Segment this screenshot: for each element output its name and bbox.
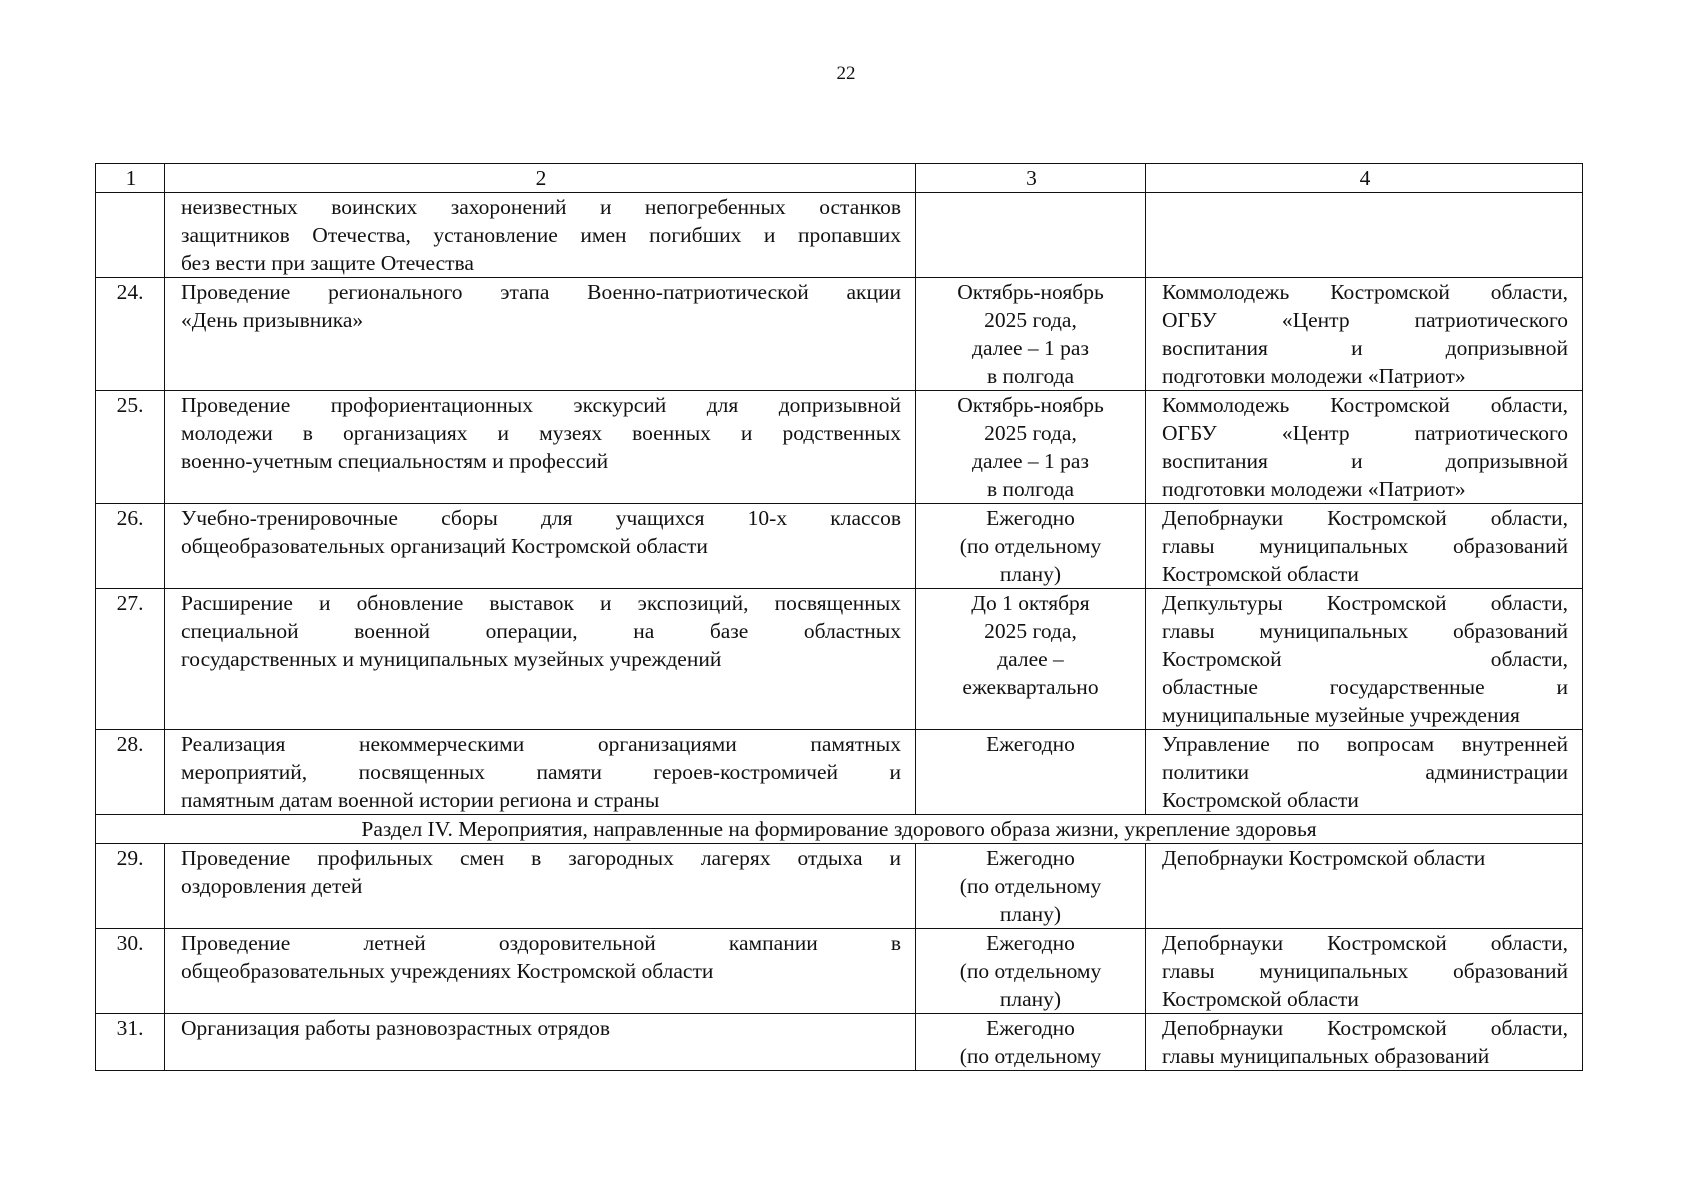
row-number xyxy=(96,193,165,278)
table-row xyxy=(96,844,1583,929)
header-col-4: 4 xyxy=(1146,164,1583,193)
row-responsible xyxy=(1146,193,1583,278)
row-description xyxy=(165,391,916,504)
cell-line: (по отдельному xyxy=(959,1044,1102,1068)
row-description xyxy=(165,278,916,391)
row-description xyxy=(165,504,916,589)
cell-line: памятным датам военной истории региона и страны xyxy=(181,788,660,812)
cell-line: (по отдельному xyxy=(959,534,1102,558)
cell-line: главы муниципальных образований xyxy=(1162,959,1568,983)
cell-line: Октябрь-ноябрь xyxy=(957,393,1104,417)
section-row xyxy=(96,815,1583,844)
cell-line: оздоровления детей xyxy=(181,874,363,898)
cell-line: Расширение и обновление выставок и экспозиций, посвященных xyxy=(181,591,901,615)
cell-line: Проведение регионального этапа Военно-патриотической акции xyxy=(181,280,901,304)
cell-line: Костромской области xyxy=(1162,987,1359,1011)
cell-line: Организация работы разновозрастных отрядов xyxy=(181,1016,611,1040)
row-number: 31. xyxy=(96,1014,165,1071)
cell-line: политики администрации xyxy=(1162,760,1568,784)
row-number: 26. xyxy=(96,504,165,589)
cell-line: Костромской области xyxy=(1162,562,1359,586)
cell-line: До 1 октября xyxy=(971,591,1090,615)
cell-line: (по отдельному xyxy=(959,959,1102,983)
cell-line: Ежегодно xyxy=(986,846,1075,870)
cell-line: защитников Отечества, установление имен погибших и пропавших xyxy=(181,223,901,247)
header-col-3: 3 xyxy=(916,164,1146,193)
cell-line: Коммолодежь Костромской области, xyxy=(1162,280,1568,304)
cell-line: ОГБУ «Центр патриотического xyxy=(1162,421,1568,445)
row-responsible xyxy=(1146,730,1583,815)
section-title: Раздел IV. Мероприятия, направленные на формирование здорового образа жизни, укрепление здоровья xyxy=(96,815,1583,844)
cell-line: специальной военной операции, на базе областных xyxy=(181,619,901,643)
cell-line: ежеквартально xyxy=(962,675,1099,699)
row-description xyxy=(165,929,916,1014)
cell-line: Реализация некоммерческими организациями памятных xyxy=(181,732,901,756)
cell-line: мероприятий, посвященных памяти героев-костромичей и xyxy=(181,760,901,784)
cell-line: «День призывника» xyxy=(181,308,364,332)
row-description xyxy=(165,1014,916,1071)
row-description xyxy=(165,193,916,278)
cell-line: без вести при защите Отечества xyxy=(181,251,474,275)
cell-line: плану) xyxy=(999,562,1062,586)
cell-line: в полгода xyxy=(986,364,1075,388)
cell-line: Костромской области xyxy=(1162,788,1359,812)
cell-line: далее – 1 раз xyxy=(972,449,1089,473)
cell-line: областные государственные и xyxy=(1162,675,1568,699)
row-responsible xyxy=(1146,504,1583,589)
row-responsible xyxy=(1146,929,1583,1014)
cell-line: Проведение профориентационных экскурсий для допризывной xyxy=(181,393,901,417)
cell-line: государственных и муниципальных музейных учреждений xyxy=(181,647,722,671)
table-row xyxy=(96,929,1583,1014)
table-row xyxy=(96,391,1583,504)
table-header-row xyxy=(96,164,1583,193)
row-term xyxy=(916,1014,1146,1071)
cell-line: Депобрнауки Костромской области, xyxy=(1162,931,1568,955)
header-col-2: 2 xyxy=(165,164,916,193)
cell-line: Коммолодежь Костромской области, xyxy=(1162,393,1568,417)
table-row xyxy=(96,730,1583,815)
cell-line: 2025 года, xyxy=(984,421,1077,445)
table-row xyxy=(96,589,1583,730)
cell-line: подготовки молодежи «Патриот» xyxy=(1162,477,1466,501)
cell-line: далее – xyxy=(997,647,1064,671)
cell-line: общеобразовательных организаций Костромской области xyxy=(181,534,708,558)
cell-line: Костромской области, xyxy=(1162,647,1568,671)
row-term xyxy=(916,391,1146,504)
row-description xyxy=(165,589,916,730)
cell-line: Депкультуры Костромской области, xyxy=(1162,591,1568,615)
cell-line: молодежи в организациях и музеях военных и родственных xyxy=(181,421,901,445)
cell-line: 2025 года, xyxy=(984,308,1077,332)
row-number: 24. xyxy=(96,278,165,391)
cell-line: Депобрнауки Костромской области, xyxy=(1162,506,1568,530)
cell-line: 2025 года, xyxy=(984,619,1077,643)
cell-line: Депобрнауки Костромской области xyxy=(1162,846,1486,870)
row-responsible xyxy=(1146,391,1583,504)
cell-line: воспитания и допризывной xyxy=(1162,336,1568,360)
row-term xyxy=(916,730,1146,815)
events-table xyxy=(95,163,1583,1071)
cell-line: в полгода xyxy=(986,477,1075,501)
table-row xyxy=(96,278,1583,391)
row-responsible xyxy=(1146,589,1583,730)
row-term xyxy=(916,589,1146,730)
row-number: 28. xyxy=(96,730,165,815)
cell-line: Управление по вопросам внутренней xyxy=(1162,732,1568,756)
row-number: 30. xyxy=(96,929,165,1014)
cell-line: главы муниципальных образований xyxy=(1162,1044,1490,1068)
cell-line: Проведение профильных смен в загородных лагерях отдыха и xyxy=(181,846,901,870)
cell-line: главы муниципальных образований xyxy=(1162,619,1568,643)
continuation-row xyxy=(96,193,1583,278)
row-description xyxy=(165,844,916,929)
cell-line: Ежегодно xyxy=(986,1016,1075,1040)
row-term xyxy=(916,278,1146,391)
row-term xyxy=(916,844,1146,929)
cell-line: (по отдельному xyxy=(959,874,1102,898)
page-number: 22 xyxy=(836,63,856,84)
row-description xyxy=(165,730,916,815)
cell-line: Ежегодно xyxy=(986,506,1075,530)
cell-line: плану) xyxy=(999,902,1062,926)
row-number: 27. xyxy=(96,589,165,730)
cell-line: подготовки молодежи «Патриот» xyxy=(1162,364,1466,388)
row-term xyxy=(916,929,1146,1014)
row-responsible xyxy=(1146,1014,1583,1071)
cell-line: Учебно-тренировочные сборы для учащихся 10-х классов xyxy=(181,506,901,530)
cell-line: общеобразовательных учреждениях Костромской области xyxy=(181,959,714,983)
cell-line: Октябрь-ноябрь xyxy=(957,280,1104,304)
cell-line: ОГБУ «Центр патриотического xyxy=(1162,308,1568,332)
cell-line: воспитания и допризывной xyxy=(1162,449,1568,473)
cell-line: Ежегодно xyxy=(986,931,1075,955)
table-row xyxy=(96,504,1583,589)
table-row xyxy=(96,1014,1583,1071)
row-responsible xyxy=(1146,844,1583,929)
cell-line: плану) xyxy=(999,987,1062,1011)
row-responsible xyxy=(1146,278,1583,391)
row-term xyxy=(916,504,1146,589)
cell-line: Ежегодно xyxy=(986,732,1075,756)
row-term xyxy=(916,193,1146,278)
cell-line: муниципальные музейные учреждения xyxy=(1162,703,1520,727)
header-col-1: 1 xyxy=(96,164,165,193)
cell-line: неизвестных воинских захоронений и непогребенных останков xyxy=(181,195,901,219)
cell-line: военно-учетным специальностям и профессий xyxy=(181,449,609,473)
cell-line: главы муниципальных образований xyxy=(1162,534,1568,558)
cell-line: далее – 1 раз xyxy=(972,336,1089,360)
row-number: 29. xyxy=(96,844,165,929)
row-number: 25. xyxy=(96,391,165,504)
cell-line: Депобрнауки Костромской области, xyxy=(1162,1016,1568,1040)
cell-line: Проведение летней оздоровительной кампании в xyxy=(181,931,901,955)
